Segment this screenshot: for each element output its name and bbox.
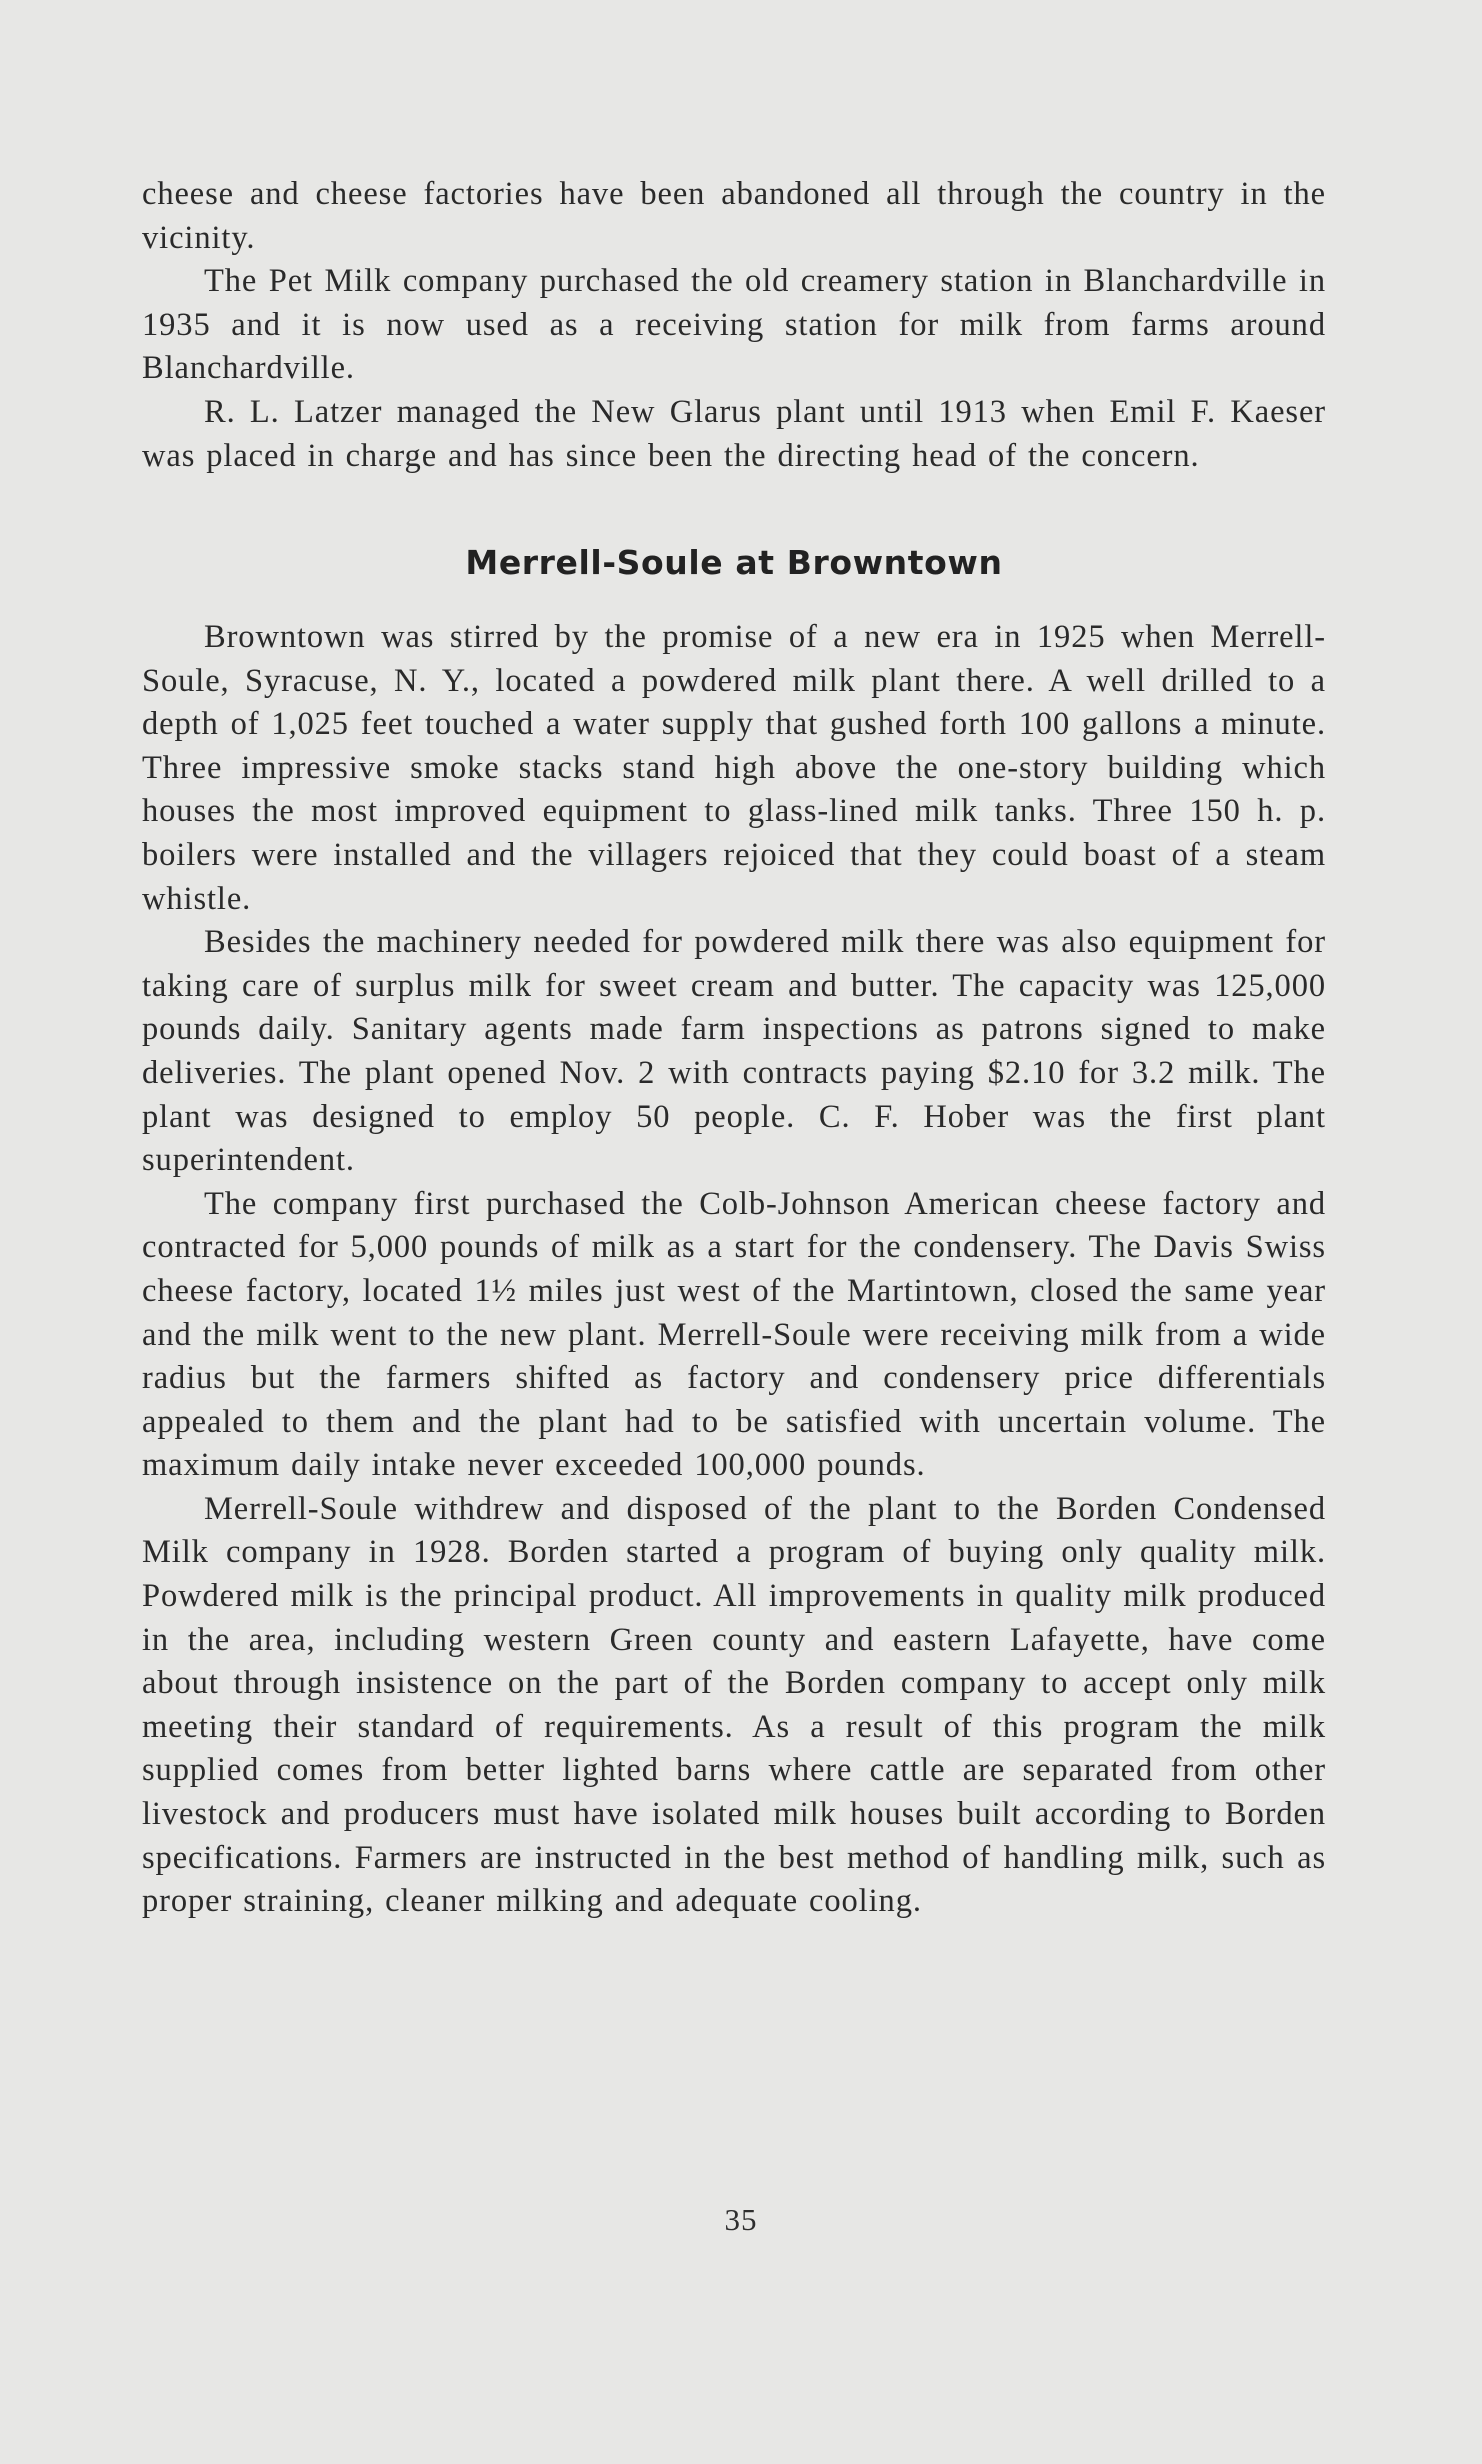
colb-johnson-paragraph: The company first purchased the Colb-Johnson American cheese factory and contracted for 5,000 pounds of milk as a start for the condensery. The Davis Swiss cheese factory, located 1½ miles just west of the Martintown, closed the same year and the milk went to the new plant. Merrell-Soule were receiving milk from a wide radius but the farmers shifted as factory and condensery price differentials appealed to them and the plant had to be satisfied with uncertain volume. The maximum daily intake never exceeded 100,000 pounds. [142, 1185, 1326, 1484]
machinery-paragraph: Besides the machinery needed for powdered milk there was also equipment for taking care of surplus milk for sweet cream and butter. The capacity was 125,000 pounds daily. Sanitary agents made farm inspections as patrons signed to make deliveries. The plant opened Nov. 2 with contracts paying $2.10 for 3.2 milk. The plant was designed to employ 50 people. C. F. Hober was the first plant superintendent. [142, 924, 1326, 1179]
section-heading: Merrell-Soule at Browntown [465, 543, 1003, 582]
page-number: 35 [724, 2202, 758, 2237]
borden-paragraph: Merrell-Soule withdrew and disposed of the plant to the Borden Condensed Milk company in 1928. Borden started a program of buying only quality milk. Powdered milk is the principal product. All improvements in quality milk produced in the area, including western Green county and eastern Lafayette, have come about through insistence on the part of the Borden company to accept only milk meeting their standard of requirements. As a result of this program the milk supplied comes from better lighted barns where cattle are separated from other livestock and producers must have isolated milk houses built according to Borden specifications. Farmers are instructed in the best method of handling milk, such as proper straining, cleaner milking and adequate cooling. [142, 1490, 1326, 1920]
latzer-paragraph: R. L. Latzer managed the New Glarus plant until 1913 when Emil F. Kaeser was placed in charge and has since been the directing head of the concern. [142, 393, 1326, 474]
browntown-paragraph: Browntown was stirred by the promise of a new era in 1925 when Merrell-Soule, Syracuse, N. Y., located a powdered milk plant there. A well drilled to a depth of 1,025 feet touched a water supply that gushed forth 100 gallons a minute. Three impressive smoke stacks stand high above the one-story building which houses the most improved equipment to glass-lined milk tanks. Three 150 h. p. boilers were installed and the villagers rejoiced that they could boast of a steam whistle. [142, 619, 1326, 917]
pet-milk-paragraph: The Pet Milk company purchased the old creamery station in Blanchardville in 1935 and it is now used as a receiving station for milk from farms around Blanchardville. [142, 263, 1326, 387]
intro-fragment-paragraph: cheese and cheese factories have been abandoned all through the country in the vicinity. [142, 176, 1326, 256]
section-text-block [142, 616, 1326, 1924]
intro-text-block [142, 173, 1326, 478]
